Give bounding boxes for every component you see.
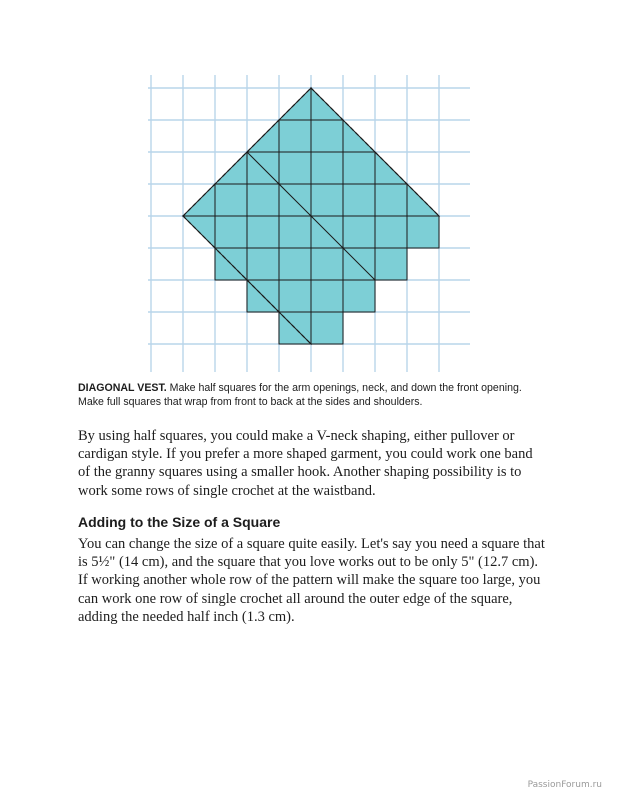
full-square <box>247 248 279 280</box>
full-square <box>311 152 343 184</box>
watermark: PassionForum.ru <box>527 780 602 790</box>
caption-text: Make half squares for the arm openings, neck, and down the front opening. Make full squares that wrap from front to back at the sides and shoulders. <box>78 382 522 408</box>
full-square <box>407 216 439 248</box>
full-square <box>247 216 279 248</box>
full-square <box>343 184 375 216</box>
figure-caption <box>78 381 548 409</box>
full-square <box>279 120 311 152</box>
full-square <box>247 184 279 216</box>
full-square <box>279 248 311 280</box>
section-heading: Adding to the Size of a Square <box>78 514 281 530</box>
full-square <box>375 248 407 280</box>
full-square <box>375 184 407 216</box>
full-square <box>311 312 343 344</box>
full-square <box>311 248 343 280</box>
full-square <box>311 120 343 152</box>
full-square <box>279 280 311 312</box>
paragraph-half-squares: By using half squares, you could make a V-neck shaping, either pullover or cardigan style. If you prefer a more shaped garment, you could work one band of the granny squares using a smaller hook. Another shaping possibility is to work some rows of single crochet at the waistband. <box>78 428 533 499</box>
full-square <box>343 152 375 184</box>
paragraph-adding-size: You can change the size of a square quite easily. Let's say you need a square that is 5½" (14 cm), and the square that you love works out to be only 5" (12.7 cm). If working another whole row of the pattern will make the square too large, you can work one row of single crochet all around the outer edge of the square, adding the needed half inch (1.3 cm). <box>78 536 545 625</box>
full-square <box>215 184 247 216</box>
full-square <box>311 184 343 216</box>
full-square <box>215 216 247 248</box>
caption-title: DIAGONAL VEST. <box>78 382 167 394</box>
diagonal-vest-diagram <box>148 75 470 372</box>
full-square <box>343 216 375 248</box>
full-square <box>375 216 407 248</box>
full-square <box>279 216 311 248</box>
full-square <box>343 280 375 312</box>
full-square <box>311 280 343 312</box>
full-square <box>279 152 311 184</box>
